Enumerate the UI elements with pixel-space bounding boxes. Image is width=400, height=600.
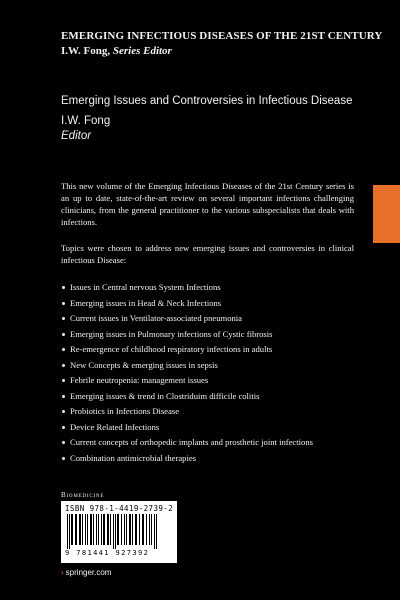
series-editor-name: I.W. Fong, [61,45,111,57]
description-paragraph: This new volume of the Emerging Infectious Diseases of the 21st Century series is an up to date, state-of-the-art review on several important infections challenging clinicians, from the general practitioner to the various subspecialists that deals with infections. [61,181,354,227]
bullet-icon [62,457,65,460]
orange-spine-tab [373,185,400,243]
topic-item: Device Related Infections [61,420,313,436]
bullet-icon [62,395,65,398]
publisher-url: springer.com [65,568,112,577]
topic-item: Emerging issues in Head & Neck Infections [61,296,313,312]
bullet-icon [62,302,65,305]
bullet-icon [62,441,65,444]
topic-item: Current issues in Ventilator-associated pneumonia [61,311,313,327]
bullet-icon [62,317,65,320]
barcode-bar [103,514,105,545]
barcode-bar [93,514,94,545]
barcode-bar [107,514,109,545]
topic-item: Re-emergence of childhood respiratory infections in adults [61,342,313,358]
barcode-bar [154,514,155,549]
book-editor-role: Editor [61,130,92,142]
barcode-bar [149,514,150,545]
barcode-bar [71,514,73,545]
barcode-bar [101,514,102,545]
bullet-icon [62,286,65,289]
barcode-bar [79,514,81,545]
barcode-bar [113,514,114,549]
barcode-bar [121,514,122,545]
arrow-icon: › [61,568,64,577]
topic-item: Emerging issues in Pulmonary infections of Cystic fibrosis [61,327,313,343]
bullet-icon [62,379,65,382]
isbn-barcode [61,501,177,563]
barcode-bar [96,514,97,545]
topic-item: Febrile neutropenia: management issues [61,373,313,389]
barcode-bars-icon [65,514,173,549]
topic-item: Current concepts of orthopedic implants and prosthetic joint infections [61,435,313,451]
barcode-bar [98,514,99,545]
bullet-icon [62,364,65,367]
book-title: Emerging Issues and Controversies in Infectious Disease [61,95,353,107]
barcode-bar [75,514,77,545]
barcode-bar [156,514,157,549]
publisher-link[interactable] [61,568,111,577]
barcode-bar [146,514,147,545]
barcode-digits: 9 781441 927392 [65,549,150,557]
topics-list [61,280,313,466]
barcode-bar [126,514,127,545]
barcode-bar [151,514,152,545]
series-editor [61,45,172,57]
bullet-icon [62,348,65,351]
barcode-bar [135,514,137,545]
barcode-bar [87,514,88,545]
barcode-bar [142,514,144,545]
topics-intro-paragraph: Topics were chosen to address new emerging issues and controversies in clinical infectious Disease: [61,243,354,265]
barcode-bar [67,514,68,549]
topic-item: Issues in Central nervous System Infections [61,280,313,296]
series-title: EMERGING INFECTIOUS DISEASES OF THE 21ST CENTURY [61,30,383,42]
series-editor-role: Series Editor [112,45,172,57]
topic-item: New Concepts & emerging issues in sepsis [61,358,313,374]
bullet-icon [62,410,65,413]
barcode-bar [90,514,92,545]
topic-item: Emerging issues & trend in Clostriduim difficile colitis [61,389,313,405]
topic-item: Combination antimicrobial therapies [61,451,313,467]
barcode-bar [129,514,131,545]
bullet-icon [62,426,65,429]
barcode-bar [82,514,83,545]
isbn-label: ISBN 978-1-4419-2739-2 [65,504,174,513]
topic-item: Probiotics in Infections Disease [61,404,313,420]
barcode-bar [110,514,111,545]
subject-label: Biomedicine [61,491,105,499]
book-editor [61,114,110,144]
barcode-bar [124,514,125,545]
bullet-icon [62,333,65,336]
book-editor-name: I.W. Fong [61,115,111,127]
barcode-bar [117,514,119,545]
barcode-bar [69,514,70,549]
barcode-bar [85,514,86,545]
barcode-bar [132,514,133,545]
barcode-bar [115,514,116,549]
barcode-bar [139,514,140,545]
